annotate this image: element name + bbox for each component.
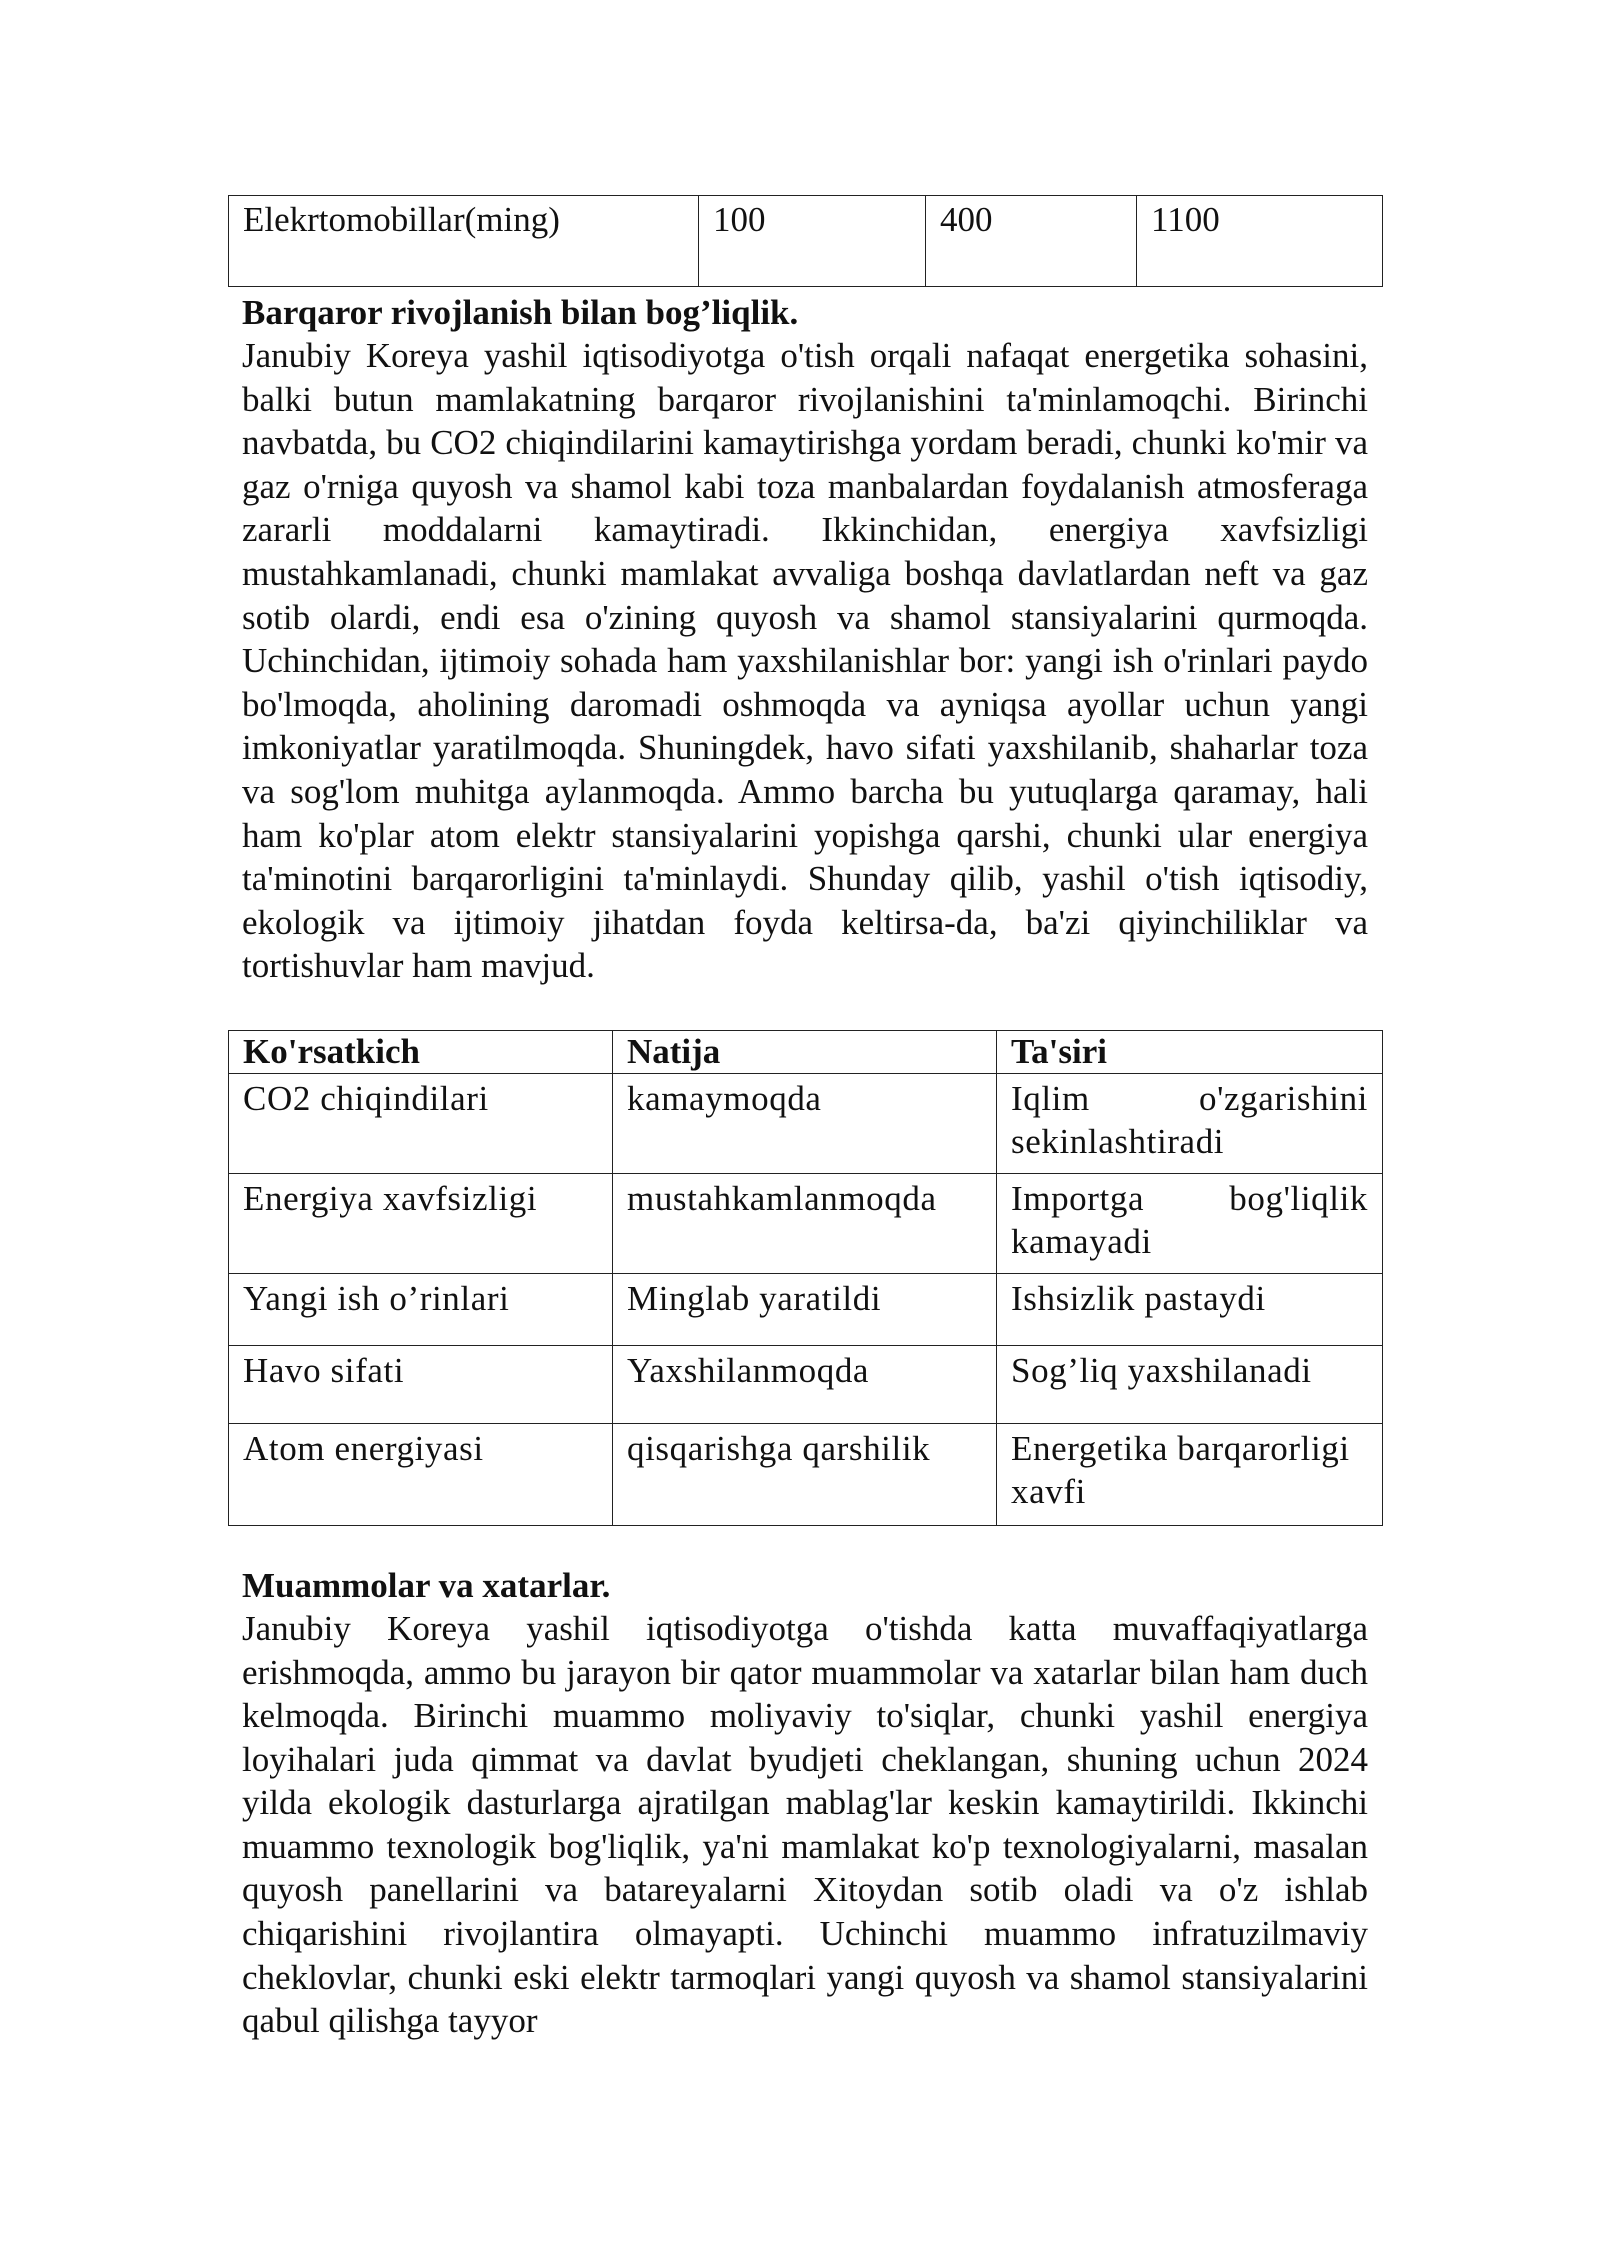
table-cell: qisqarishga qarshilik (613, 1423, 997, 1525)
table-cell: Atom energiyasi (229, 1423, 613, 1525)
section-heading-sustainability: Barqaror rivojlanish bilan bog’liqlik. (242, 293, 799, 332)
table-row (229, 1345, 1383, 1423)
table-cell: Minglab yaratildi (613, 1273, 997, 1345)
table-cell: kamaymoqda (613, 1073, 997, 1173)
table-row (229, 196, 1383, 287)
table-cell: 400 (926, 196, 1137, 287)
table-row (229, 1423, 1383, 1525)
electric-vehicles-table (228, 195, 1383, 287)
table-cell: Yaxshilanmoqda (613, 1345, 997, 1423)
table-cell: 100 (699, 196, 926, 287)
table-header-row (229, 1030, 1383, 1073)
problems-paragraph: Janubiy Koreya yashil iqtisodiyotga o'tishda katta muvaffaqiyatlarga erishmoqda, ammo bu jarayon bir qator muammolar va xatarlar bilan ham duch kelmoqda. Birinchi muammo moliyaviy to'siqlar, chunki yashil energiya loyihalari juda qimmat va davlat byudjeti cheklangan, shuning uchun 2024 yilda ekologik dasturlarga ajratilgan mablag'lar keskin kamaytirildi. Ikkinchi muammo texnologik bog'liqlik, ya'ni mamlakat ko'p texnologiyalarni, masalan quyosh panellarini va batareyalarni Xitoydan sotib oladi va o'z ishlab chiqarishini rivojlantira olmayapti. Uchinchi muammo infratuzilmaviy cheklovlar, chunki eski elektr tarmoqlari yangi quyosh va shamol stansiyalarini qabul qilishga tayyor (242, 1608, 1368, 2041)
table-cell: Energetika barqarorligi xavfi (997, 1423, 1383, 1525)
table-cell: Ishsizlik pastaydi (997, 1273, 1383, 1345)
table-cell: Energiya xavfsizligi (229, 1173, 613, 1273)
table-cell: mustahkamlanmoqda (613, 1173, 997, 1273)
document-page (228, 195, 1382, 2043)
column-header: Natija (613, 1030, 997, 1073)
table-cell: Sog’liq yaxshilanadi (997, 1345, 1383, 1423)
table-cell: Havo sifati (229, 1345, 613, 1423)
sustainability-paragraph: Janubiy Koreya yashil iqtisodiyotga o'tish orqali nafaqat energetika sohasini, balki butun mamlakatning barqaror rivojlanishini ta'minlamoqchi. Birinchi navbatda, bu CO2 chiqindilarini kamaytirishga yordam beradi, chunki ko'mir va gaz o'rniga quyosh va shamol kabi toza manbalardan foydalanish atmosferaga zararli moddalarni kamaytiradi. Ikkinchidan, energiya xavfsizligi mustahkamlanadi, chunki mamlakat avvaliga boshqa davlatlardan neft va gaz sotib olardi, endi esa o'zining quyosh va shamol stansiyalarini qurmoqda. Uchinchidan, ijtimoiy sohada ham yaxshilanishlar bor: yangi ish o'rinlari paydo bo'lmoqda, aholining daromadi oshmoqda va ayniqsa ayollar uchun yangi imkoniyatlar yaratilmoqda. Shuningdek, havo sifati yaxshilanib, shaharlar toza va sog'lom muhitga aylanmoqda. Ammo barcha bu yutuqlarga qaramay, hali ham ko'plar atom elektr stansiyalarini yopishga qarshi, chunki ular energiya ta'minotini barqarorligini ta'minlaydi. Shunday qilib, yashil o'tish iqtisodiy, ekologik va ijtimoiy jihatdan foyda keltirsa-da, ba'zi qiyinchiliklar va tortishuvlar ham mavjud. (242, 336, 1368, 986)
column-header: Ko'rsatkich (229, 1030, 613, 1073)
section-heading-problems: Muammolar va xatarlar. (242, 1565, 611, 1605)
indicators-table (228, 1030, 1383, 1526)
table-cell: Iqlim o'zgarishini sekinlashtiradi (997, 1073, 1383, 1173)
table-row (229, 1273, 1383, 1345)
table-cell: Yangi ish o’rinlari (229, 1273, 613, 1345)
table-cell: 1100 (1137, 196, 1383, 287)
table-row (229, 1073, 1383, 1173)
table-cell: Importga bog'liqlik kamayadi (997, 1173, 1383, 1273)
table-cell: Elekrtomobillar(ming) (229, 196, 699, 287)
table-row (229, 1173, 1383, 1273)
column-header: Ta'siri (997, 1030, 1383, 1073)
table-cell: CO2 chiqindilari (229, 1073, 613, 1173)
